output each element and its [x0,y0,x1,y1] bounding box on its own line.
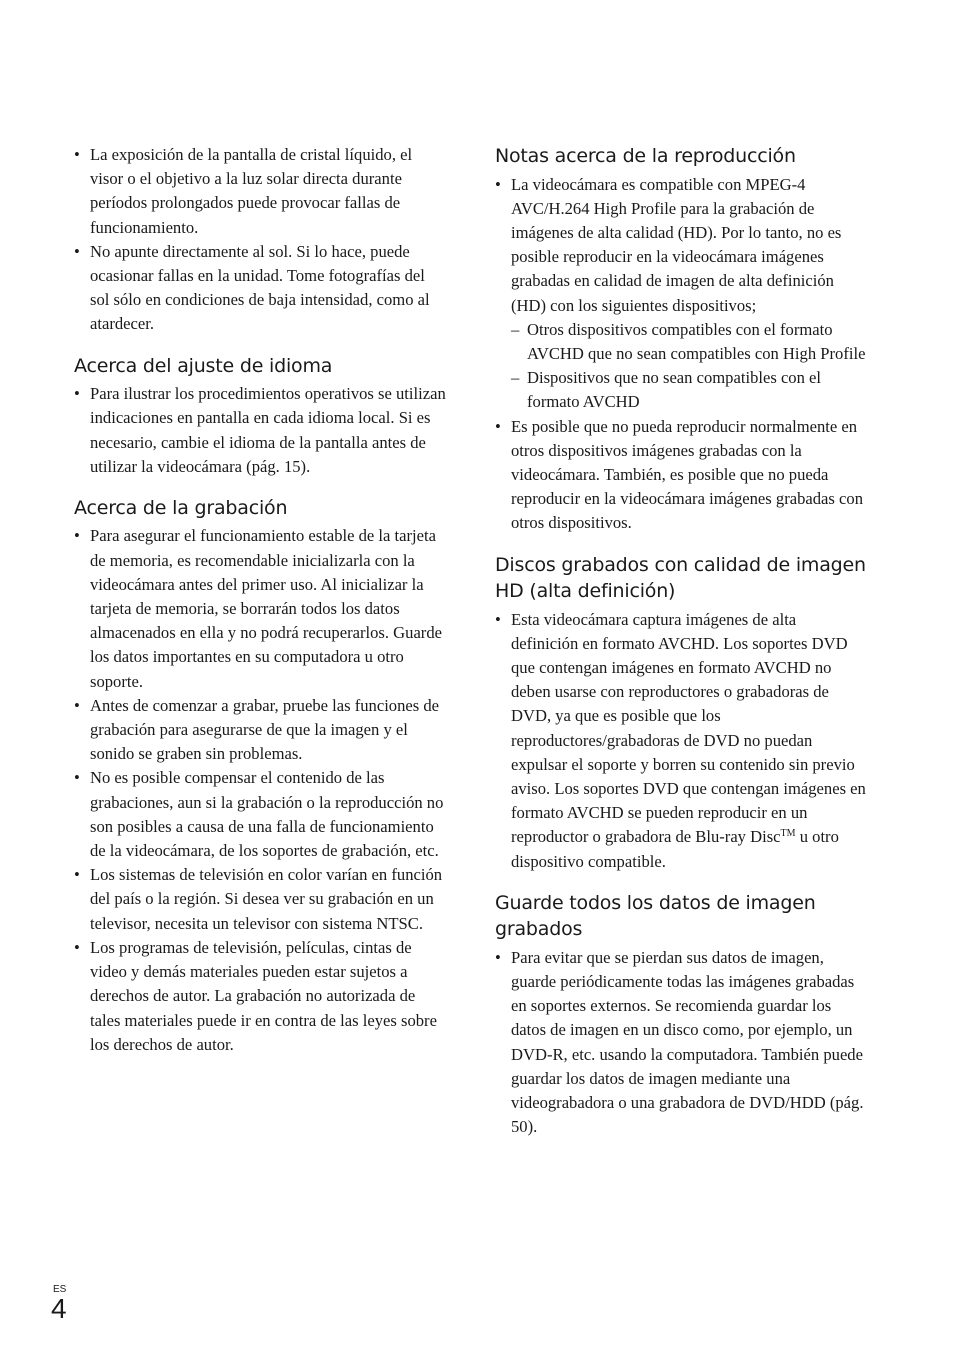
discos-bullet-list [495,608,867,874]
grabacion-bullet-list [74,524,446,1056]
device-dash-list [511,318,867,415]
list-item: • La exposición de la pantalla de cristal líquido, el visor o el objetivo a la luz solar directa durante períodos prolongados puede provocar fallas de funcionamiento. [74,143,446,240]
right-column [495,143,867,1155]
list-item: • No es posible compensar el contenido de las grabaciones, aun si la grabación o la reproducción no son posibles a causa de una falla de funcionamiento de la videocámara, de los soportes de grabación, etc. [74,766,446,863]
section-heading: Notas acerca de la reproducción [495,145,796,167]
section-discos [495,552,867,874]
list-item: • Los programas de televisión, películas, cintas de video y demás materiales pueden estar sujetos a derechos de autor. La grabación no autorizada de tales materiales puede ir en contra de las leyes sobre los derechos de autor. [74,936,446,1057]
trademark-mark: TM [780,828,796,840]
list-item-text: Esta videocámara captura imágenes de alta definición en formato AVCHD. Los soportes DVD que contengan imágenes en formato AVCHD no deben usarse con reproductores o grabadoras de DVD, ya que es posible que los reproductores/grabadoras de DVD no puedan expulsar el soporte y borren su contenido sin previo aviso. Los soportes DVD que contengan imágenes en formato AVCHD se pueden reproducir en un reproductor o grabadora de Blu-ray Disc [511,609,866,847]
list-item [495,608,867,874]
idioma-bullet-list [74,382,446,479]
list-item: • Antes de comenzar a grabar, pruebe las funciones de grabación para asegurarse de que la imagen y el sonido se graben sin problemas. [74,694,446,767]
guarde-bullet-list [495,946,867,1140]
section-reproduccion [495,143,867,536]
list-item: • Para asegurar el funcionamiento estable de la tarjeta de memoria, es recomendable inicializarla con la videocámara antes del primer uso. Al inicializar la tarjeta de memoria, se borrarán todos los datos almacenados en ella y no podrá recuperarlos. Guarde los datos importantes en su computadora u otro soporte. [74,524,446,693]
reproduccion-bullet-list [495,173,867,536]
page-number: 4 [51,1293,67,1324]
section-heading: Discos grabados con calidad de imagen HD (alta definición) [495,553,866,603]
section-idioma [74,353,446,479]
dash-item: – Otros dispositivos compatibles con el formato AVCHD que no sean compatibles con High Profile [511,318,867,366]
list-item: • Para evitar que se pierdan sus datos de imagen, guarde periódicamente todas las imágenes grabadas en soportes externos. Se recomienda guardar los datos de imagen en un disco como, por ejemplo, un DVD-R, etc. usando la computadora. También puede guardar los datos de imagen mediante una videograbadora o una grabadora de DVD/HDD (pág. 50). [495,946,867,1140]
intro-bullet-list [74,143,446,337]
list-item-text-tail: u otro dispositivo compatible. [511,827,839,871]
list-item: • Es posible que no pueda reproducir normalmente en otros dispositivos imágenes grabadas con la videocámara. También, es posible que no pueda reproducir en la videocámara imágenes grabadas con otros dispositivos. [495,415,867,536]
list-item-text: La videocámara es compatible con MPEG-4 AVC/H.264 High Profile para la grabación de imágenes de alta calidad (HD). Por lo tanto, no es posible reproducir en la videocámara imágenes grabadas en calidad de imagen de alta definición (HD) con los siguientes dispositivos; [511,174,842,315]
language-code: ES [53,1284,67,1295]
list-item: • No apunte directamente al sol. Si lo hace, puede ocasionar fallas en la unidad. Tome fotografías del sol sólo en condiciones de baja intensidad, como al atardecer. [74,240,446,337]
list-item: • Para ilustrar los procedimientos operativos se utilizan indicaciones en pantalla en cada idioma local. Si es necesario, cambie el idioma de la pantalla antes de utilizar la videocámara (pág. 15). [74,382,446,479]
section-heading: Acerca de la grabación [74,496,288,519]
dash-item: – Dispositivos que no sean compatibles con el formato AVCHD [511,366,867,414]
section-heading: Acerca del ajuste de idioma [74,354,333,377]
section-guarde [495,890,867,1140]
left-column [74,143,446,1073]
list-item: • Los sistemas de televisión en color varían en función del país o la región. Si desea ver su grabación en un televisor, necesita un televisor con sistema NTSC. [74,863,446,936]
intro-section [74,143,446,337]
list-item [495,173,867,415]
section-grabacion [74,495,446,1057]
section-heading: Guarde todos los datos de imagen grabados [495,891,816,941]
